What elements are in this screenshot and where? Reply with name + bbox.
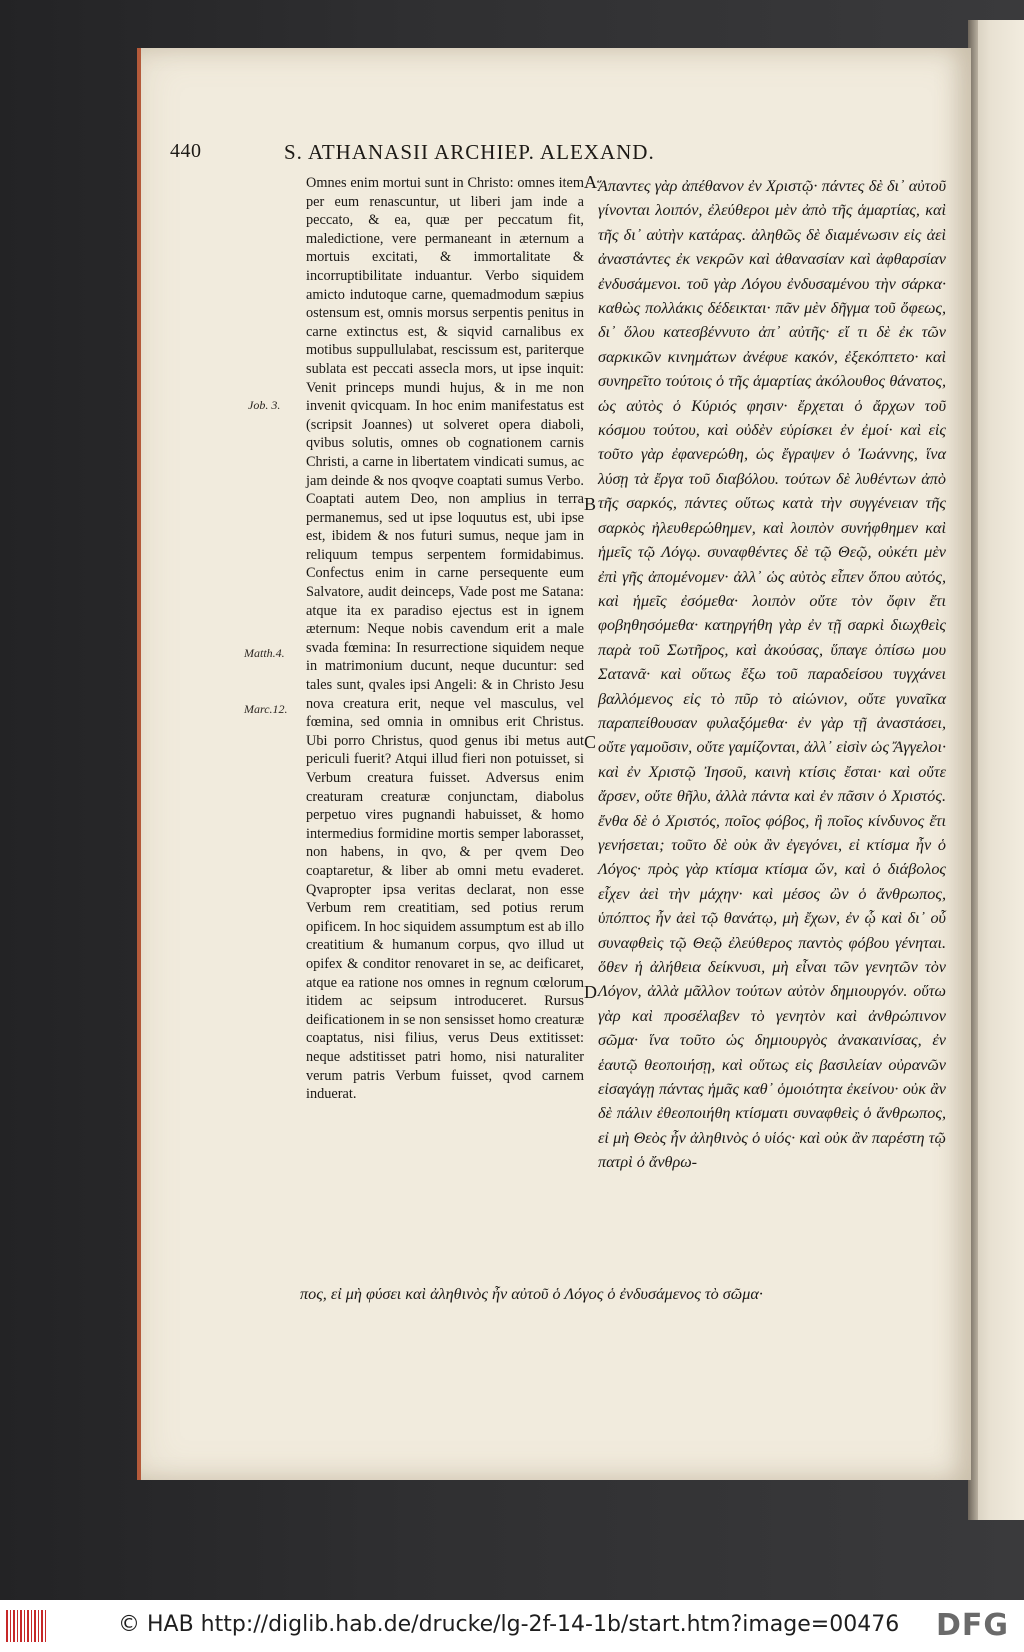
greek-tail-line: πος, εἰ μὴ φύσει καὶ ἀληθινὸς ἦν αὐτοῦ ὁ Λόγος ὁ ἐνδυσάμενος τὸ σῶμα· [300, 1285, 763, 1303]
latin-text: Omnes enim mortui sunt in Christo: omnes item per eum renascuntur, ut liberi jam inde a peccato, & ea, quæ per peccatum fit, maledictione, vere permaneant in æternum a mortuis excitati, & immortalitate & incorruptibilitate induantur. Verbo siquidem amicto indutoque carne, quemadmodum sæpius ostensum est, omnis morsus serpentis penitus in carne extinctus est, & siqvid carnalibus ex motibus suppullulabat, rescissum est, pariterque sublata est peccati assecla mors, ut ipse inquit: Venit princeps mundi hujus, & in me non invenit qvicquam. In hoc enim manifestatus est (scripsit Joannes) ut solveret opera diaboli, qvibus solutis, omnes ob cognationem carnis Christi, a carne in libertatem vindicati sumus, ac jam deinde & nos qvoqve coaptati sumus Verbo. Coaptati autem Deo, non amplius in terra permanemus, sed ut ipse loquutus est, ubi ipse est, ibidem & nos futuri sumus, neque jam in reliquum tempus serpentem formidabimus. Confectus enim in carne persequente eum Salvatore, audit deinceps, Vade post me Satana: atque ita ex paradiso ejectus est in ignem æternum: Neque nobis cavendum erit a male svada fœmina: In resurrectione siquidem neque in matrimonium ducunt, neque ducuntur: sed tales sunt, qvales ipsi Angeli: & in Christo Jesu nova creatura erit, neque vel masculus, vel fœmina, sed omnia in omnibus erit Christus. Ubi porro Christus, quod genus ibi metus aut periculi fuerit? Atqui illud fieri non potuisset, si Verbum creatura fuisset. Adversus enim creaturam creaturæ conjunctam, diabolus perpetuo vires pugnandi habuisset, & homo intermedius formidine mortis semper laborasset, non habens, in qvo, & per qvem Deo coaptaretur, & liber ab omni metu evaderet. Qvapropter ipsa veritas declarat, non esse Verbum rem creatitiam, sed potius rerum opificem. In hoc siquidem assumptum est ab illo creatitium & humanum corpus, qvo illud ut opifex & conditor renovaret in se, ac deificaret, atque ea ratione nos omnes in regnum cœlorum itidem ac seipsum introduceret. Rursus deificationem in se non sensisset homo creaturæ coaptatus, nisi filius, verus Deus extitisset: neque adstitisset patri homo, nisi naturaliter verum patris Verbum fuisset, qvod carnem induerat. [306, 175, 584, 1103]
section-letter-c: C [584, 732, 597, 752]
running-head [170, 140, 870, 170]
margin-note-matth: Matth.4. [244, 646, 285, 660]
page-title: S. ATHANASII ARCHIEP. ALEXAND. [284, 140, 655, 164]
section-letter-d: D [584, 982, 597, 1002]
source-url[interactable]: © HAB http://diglib.hab.de/drucke/lg-2f-14-1b/start.htm?image=00476 [118, 1612, 900, 1637]
section-letter-a: A [584, 172, 597, 192]
greek-column [598, 174, 946, 1314]
adjacent-page [968, 20, 1024, 1520]
margin-note-marc: Marc.12. [244, 702, 288, 716]
barcode-icon [6, 1610, 46, 1642]
footer-bar [0, 1600, 1024, 1652]
section-letter-b: B [584, 494, 597, 514]
page-number: 440 [170, 140, 202, 162]
dfg-logo: DFG [936, 1608, 1010, 1643]
latin-column [306, 174, 584, 1234]
greek-text: Ἅπαντες γὰρ ἀπέθανον ἐν Χριστῷ· πάντες δὲ δι᾽ αὐτοῦ γίνονται λοιπόν, ἐλεύθεροι μὲν ἀπὸ τῆς ἁμαρτίας, καὶ τῆς δι᾽ αὐτὴν κατάρας. ἀληθῶς δὲ διαμένωσιν εἰς ἀεὶ ἀναστάντες ἐκ νεκρῶν καὶ ἀθανασίαν καὶ ἀφθαρσίαν ἐνδυσάμενοι. τοῦ γὰρ Λόγου ἐνδυσαμένου τὴν σάρκα· καθὼς πολλάκις δέδεικται· πᾶν μὲν δῆγμα τοῦ ὄφεως, δι᾽ ὅλου κατεσβέννυτο ἀπ᾽ αὐτῆς· εἴ τι δὲ ἐκ τῶν σαρκικῶν κινημάτων ἀνέφυε κακόν, ἐξεκόπτετο· καὶ συνηρεῖτο τούτοις ὁ τῆς ἁμαρτίας ἀκόλουθος θάνατος, ὡς αὐτὸς ὁ Κύριός φησιν· ἔρχεται ὁ ἄρχων τοῦ κόσμου τούτου, καὶ οὐδὲν εὑρίσκει ἐν ἐμοί· καὶ εἰς τοῦτο γὰρ ἐφανερώθη, ὡς ἔγραψεν ὁ Ἰωάννης, ἵνα λύσῃ τὰ ἔργα τοῦ διαβόλου. τούτων δὲ λυθέντων ἀπὸ τῆς σαρκός, πάντες οὕτως κατὰ τὴν συγγένειαν τῆς σαρκὸς ἠλευθερώθημεν, καὶ λοιπὸν συνήφθημεν καὶ ἡμεῖς τῷ Λόγῳ. συναφθέντες δὲ τῷ Θεῷ, οὐκέτι μὲν ἐπὶ γῆς ἀπομένομεν· ἀλλ᾽ ὡς αὐτὸς εἶπεν ὅπου αὐτός, καὶ ἡμεῖς ἐσόμεθα· λοιπὸν οὔτε τὸν ὄφιν ἔτι φοβηθησόμεθα· κατηργήθη γὰρ ἐν τῇ σαρκὶ διωχθεὶς παρὰ τοῦ Σωτῆρος, καὶ ἀκούσας, ὕπαγε ὀπίσω μου Σατανᾶ· καὶ οὕτως ἔξω τοῦ παραδείσου τυγχάνει βαλλόμενος εἰς τὸ πῦρ τὸ αἰώνιον, οὔτε γυναῖκα παραπείθουσαν φυλαξόμεθα· ἐν γὰρ τῇ ἀναστάσει, οὔτε γαμοῦσιν, οὔτε γαμίζονται, ἀλλ᾽ εἰσὶν ὡς Ἄγγελοι· καὶ ἐν Χριστῷ Ἰησοῦ, καινὴ κτίσις ἔσται· καὶ οὔτε ἄρσεν, οὔτε θῆλυ, ἀλλὰ πάντα καὶ ἐν πᾶσιν ὁ Χριστός. ἔνθα δὲ ὁ Χριστός, ποῖος φόβος, ἢ ποῖος κίνδυνος ἔτι γενήσεται; τοῦτο δὲ οὐκ ἂν ἐγεγόνει, εἰ κτίσμα ἦν ὁ Λόγος· πρὸς γὰρ κτίσμα κτίσμα ὤν, καὶ ὁ διάβολος εἶχεν ἀεὶ τὴν μάχην· καὶ μέσος ὢν ὁ ἄνθρωπος, ὑπόπτος ἦν ἀεὶ τῷ θανάτῳ, μὴ ἔχων, ἐν ᾧ καὶ δι᾽ οὗ συναφθεὶς τῷ Θεῷ ἐλεύθερος παντὸς φόβου γένηται. ὅθεν ἡ ἀλήθεια δείκνυσι, μὴ εἶναι τῶν γενητῶν τὸν Λόγον, ἀλλὰ μᾶλλον τούτων αὐτὸν δημιουργόν. οὕτω γὰρ καὶ προσέλαβεν τὸ γενητὸν καὶ ἀνθρώπινον σῶμα· ἵνα τοῦτο ὡς δημιουργὸς ἀνακαινίσας, ἐν ἑαυτῷ θεοποιήσῃ, καὶ οὕτως εἰς βασιλείαν οὐρανῶν εἰσαγάγῃ πάντας ἡμᾶς καθ᾽ ὁμοιότητα ἐκείνου· οὐκ ἂν δὲ πάλιν ἐθεοποιήθη κτίσματι συναφθεὶς ὁ ἄνθρωπος, εἰ μὴ Θεὸς ἦν ἀληθινὸς ὁ υἱός· καὶ οὐκ ἂν παρέστη τῷ πατρὶ ὁ ἄνθρω- [598, 177, 946, 1172]
margin-note-job: Job. 3. [248, 398, 281, 412]
